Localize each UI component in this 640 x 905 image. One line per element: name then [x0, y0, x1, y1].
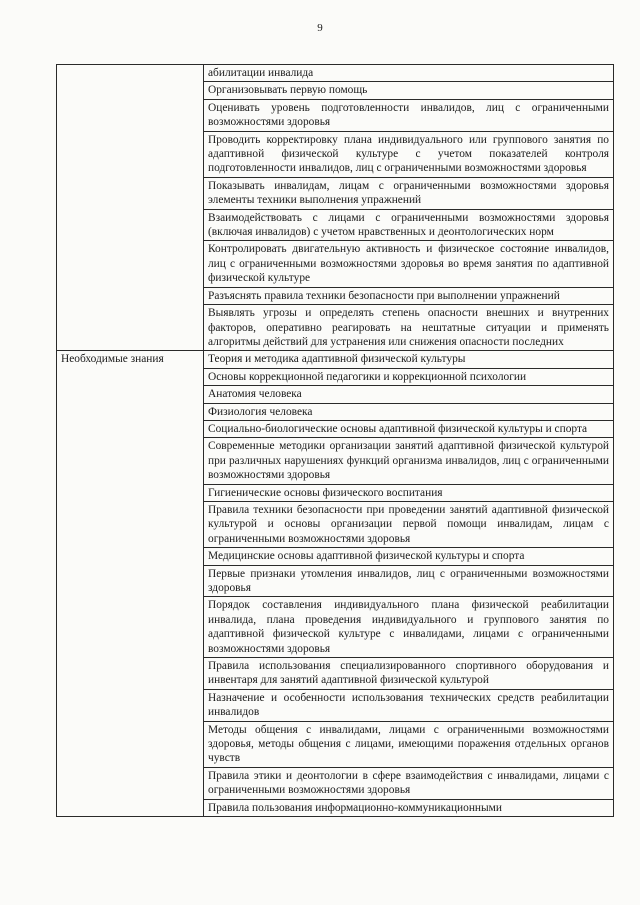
- requirement-item: Проводить корректировку плана индивидуального или группового занятия по адаптивной физической культуре с учетом показателей контроля подготовленности инвалидов, лиц с ограниченными возможностями здоровья: [204, 131, 614, 177]
- requirement-item: абилитации инвалида: [204, 65, 614, 82]
- requirement-item: Разъяснять правила техники безопасности при выполнении упражнений: [204, 287, 614, 304]
- requirement-item: Взаимодействовать с лицами с ограниченными возможностями здоровья (включая инвалидов) с учетом нравственных и деонтологических норм: [204, 209, 614, 241]
- requirement-item: Социально-биологические основы адаптивной физической культуры и спорта: [204, 420, 614, 437]
- requirement-item: Оценивать уровень подготовленности инвалидов, лиц с ограниченными возможностями здоровья: [204, 99, 614, 131]
- page-number: 9: [317, 22, 323, 34]
- requirements-table: [56, 64, 614, 817]
- requirement-item: Правила использования специализированного спортивного оборудования и инвентаря для занятий адаптивной физической культурой: [204, 658, 614, 690]
- table-row: [57, 351, 614, 368]
- requirement-item: Выявлять угрозы и определять степень опасности внешних и внутренних факторов, оперативно реагировать на нештатные ситуации и применять алгоритмы действий для устранения или снижения опасности последних: [204, 305, 614, 351]
- requirement-item: Теория и методика адаптивной физической культуры: [204, 351, 614, 368]
- requirement-item: Современные методики организации занятий адаптивной физической культурой при различных нарушениях функций организма инвалидов, лиц с ограниченными возможностями здоровья: [204, 438, 614, 484]
- table-row: [57, 65, 614, 82]
- requirement-item: Анатомия человека: [204, 386, 614, 403]
- requirement-item: Гигиенические основы физического воспитания: [204, 484, 614, 501]
- section-label: Необходимые знания: [57, 351, 204, 817]
- requirement-item: Порядок составления индивидуального плана физической реабилитации инвалида, плана проведения индивидуального и группового занятия по адаптивной физической культуре с инвалидами, лицами с ограниченными возможностями здоровья: [204, 597, 614, 658]
- requirement-item: Основы коррекционной педагогики и коррекционной психологии: [204, 368, 614, 385]
- requirement-item: Назначение и особенности использования технических средств реабилитации инвалидов: [204, 689, 614, 721]
- requirement-item: Показывать инвалидам, лицам с ограниченными возможностями здоровья элементы техники выполнения упражнений: [204, 177, 614, 209]
- requirement-item: Контролировать двигательную активность и физическое состояние инвалидов, лиц с ограниченными возможностями здоровья во время занятия по адаптивной физической культуре: [204, 241, 614, 287]
- requirement-item: Организовывать первую помощь: [204, 82, 614, 99]
- requirement-item: Методы общения с инвалидами, лицами с ограниченными возможностями здоровья, методы общения с лицами, имеющими поражения отдельных органов чувств: [204, 721, 614, 767]
- section-label: [57, 65, 204, 351]
- requirement-item: Правила этики и деонтологии в сфере взаимодействия с инвалидами, лицами с ограниченными возможностями здоровья: [204, 767, 614, 799]
- requirement-item: Медицинские основы адаптивной физической культуры и спорта: [204, 548, 614, 565]
- requirement-item: Первые признаки утомления инвалидов, лиц с ограниченными возможностями здоровья: [204, 565, 614, 597]
- requirement-item: Правила пользования информационно-коммуникационными: [204, 799, 614, 816]
- requirement-item: Физиология человека: [204, 403, 614, 420]
- requirement-item: Правила техники безопасности при проведении занятий адаптивной физической культурой и основы организации первой помощи инвалидам, лицам с ограниченными возможностями здоровья: [204, 501, 614, 547]
